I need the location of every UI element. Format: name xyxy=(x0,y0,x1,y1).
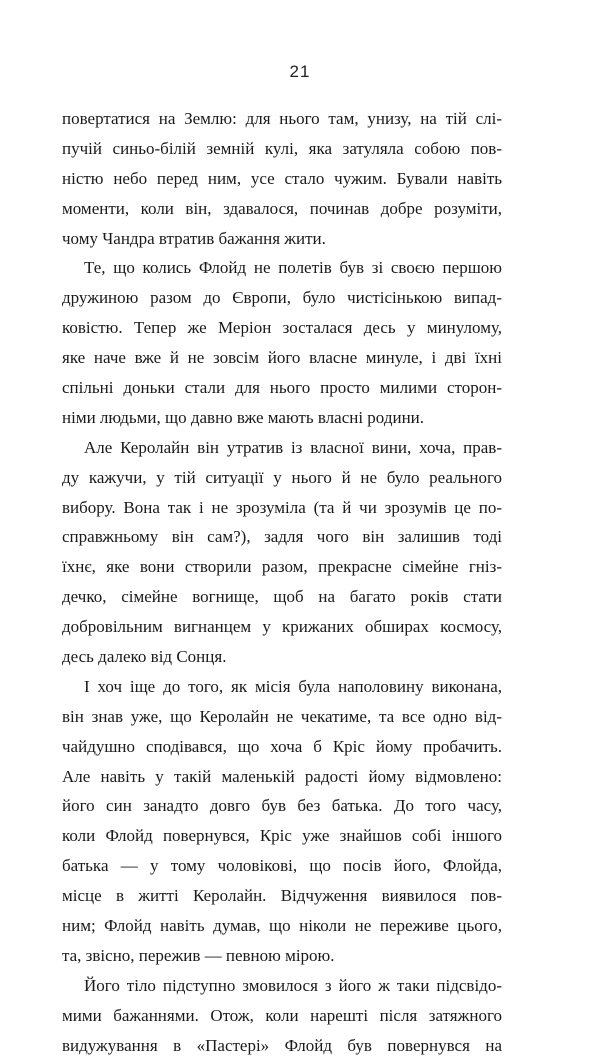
text-line: І хоч іще до того, як місія була наполовину виконана, xyxy=(84,676,502,696)
text-line: чайдушно сподівався, що хоча б Кріс йому пробачить. xyxy=(62,736,502,756)
text-line: Але навіть у такій маленькій радості йому відмовлено: xyxy=(62,766,502,786)
text-line: місце в житті Керолайн. Відчуження виявилося пов- xyxy=(62,886,502,906)
page-number: 21 xyxy=(289,62,311,81)
text-line: моменти, коли він, здавалося, починав добре розуміти, xyxy=(62,198,502,218)
text-line: ду кажучи, у тій ситуації у нього й не було реального xyxy=(62,467,502,487)
text-line: справжньому він сам?), задля чого він залишив тоді xyxy=(62,527,502,547)
text-line: батька — у тому чоловікові, що посів його, Флойда, xyxy=(62,856,502,876)
text-line: Те, що колись Флойд не полетів був зі своєю першою xyxy=(84,258,502,278)
text-line: пучій синьо-білій земній кулі, яка затуляла собою пов- xyxy=(62,138,502,158)
text-line: дечко, сімейне вогнище, щоб на багато років стати xyxy=(62,587,502,607)
text-line: німи людьми, що давно вже мають власні родини. xyxy=(62,407,425,427)
body-text xyxy=(62,104,502,1061)
text-line: ністю небо перед ним, усе стало чужим. Бували навіть xyxy=(62,168,502,188)
text-line: яке наче вже й не зовсім його власне минуле, і дві їхні xyxy=(62,348,502,368)
text-line: коли Флойд повернувся, Кріс уже знайшов собі іншого xyxy=(62,826,502,846)
text-line: його син занадто довго був без батька. До того часу, xyxy=(62,796,502,816)
text-line: видужування в «Пастері» Флойд був повернувся на xyxy=(62,1035,502,1055)
text-line: він знав уже, що Керолайн не чекатиме, та все одно від- xyxy=(62,706,502,726)
text-line: Але Керолайн він утратив із власної вини, хоча, прав- xyxy=(84,437,502,457)
text-line: Його тіло підступно змовилося з його ж таки підсвідо- xyxy=(84,975,502,995)
text-line: їхнє, яке вони створили разом, прекрасне сімейне гніз- xyxy=(62,557,502,577)
text-line: ковістю. Тепер же Меріон зосталася десь у минулому, xyxy=(62,318,502,338)
text-line: спільні доньки стали для нього просто милими сторон- xyxy=(62,378,502,398)
text-line: чому Чандра втратив бажання жити. xyxy=(62,228,326,248)
text-line: та, звісно, пережив — певною мірою. xyxy=(62,945,335,965)
text-line: повертатися на Землю: для нього там, унизу, на тій слі- xyxy=(62,109,502,128)
text-line: десь далеко від Сонця. xyxy=(62,647,227,667)
text-line: дружиною разом до Європи, було чистісінькою випад- xyxy=(62,288,502,308)
text-line: мими бажаннями. Отож, коли нарешті після затяжного xyxy=(62,1005,502,1025)
text-line: добровільним вигнанцем у крижаних обширах космосу, xyxy=(62,617,502,637)
text-line: ним; Флойд навіть думав, що ніколи не переживе цього, xyxy=(62,916,502,936)
text-line: вибору. Вона так і не зрозуміла (та й чи зрозумів це по- xyxy=(62,497,502,517)
